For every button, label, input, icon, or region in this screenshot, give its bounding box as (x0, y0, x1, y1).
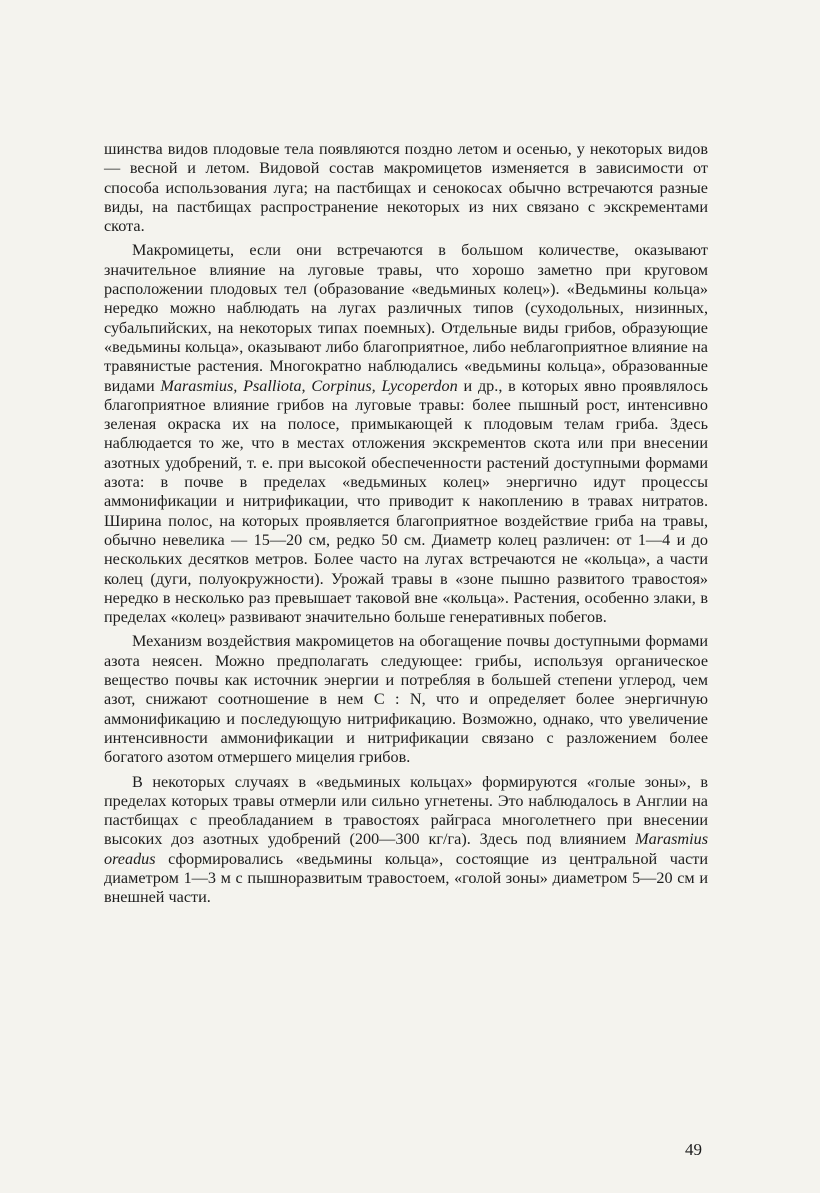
paragraph-3-text: Механизм воздействия макромицетов на обогащение почвы доступными формами азота неясен. Можно предполагать следующее: грибы, используя органическое вещество почвы как источник энергии и потребляя в большей степени углерод, чем азот, снижают соотношение в нем C : N, что и определяет более энергичную аммонификацию и последующую нитрификацию. Возможно, однако, что увеличение интенсивности аммонификации и нитрификации связано с разложением более богатого азотом отмершего мицелия грибов. (104, 632, 708, 767)
paragraph-2-text-b: и др., в которых явно проявлялось благоприятное влияние грибов на луговые травы: более пышный рост, интенсивно зеленая окраска их на полосе, примыкающей к плодовым телам гриба. Здесь наблюдается то же, что в местах отложения экскрементов скота или при внесении азотных удобрений, т. е. при высокой обеспеченности растений доступными формами азота: в почве в пределах «ведьминых колец» энергично идут процессы аммонификации и нитрификации, что приводит к накоплению в травах нитратов. Ширина полос, на которых проявляется благоприятное воздействие гриба на травы, обычно невелика — 15—20 см, редко 50 см. Диаметр колец различен: от 1—4 и до нескольких десятков метров. Более часто на лугах встречаются не «кольца», а части колец (дуги, полуокружности). Урожай травы в «зоне пышно развитого травостоя» нередко в несколько раз превышает таковой вне «кольца». Растения, особенно злаки, в пределах «колец» развивают значительно больше генеративных побегов. (104, 376, 708, 627)
paragraph-1 (104, 140, 708, 236)
paragraph-2 (104, 241, 708, 627)
page-text (104, 140, 708, 913)
paragraph-4-text-a: В некоторых случаях в «ведьминых кольцах» формируются «голые зоны», в пределах которых травы отмерли или сильно угнетены. Это наблюдалось в Англии на пастбищах с преобладанием в травостоях райграса многолетнего при внесении высоких доз азотных удобрений (200—300 кг/га). Здесь под влиянием (104, 772, 708, 849)
paragraph-1-text: шинства видов плодовые тела появляются поздно летом и осенью, у некоторых видов — весной и летом. Видовой состав макромицетов изменяется в зависимости от способа использования луга; на пастбищах и сенокосах обычно встречаются разные виды, на пастбищах распространение некоторых из них связано с экскрементами скота. (104, 140, 708, 236)
paragraph-4 (104, 773, 708, 908)
paragraph-4-text-b: сформировались «ведьмины кольца», состоящие из центральной части диаметром 1—3 м с пышноразвитым травостоем, «голой зоны» диаметром 5—20 см и внешней части. (104, 849, 708, 907)
paragraph-4-species-name: Marasmius oreadus (104, 830, 708, 868)
paragraph-2-genus-names: Marasmius, Psalliota, Corpinus, Lycoperdon (160, 376, 458, 395)
paragraph-2-text-a: Макромицеты, если они встречаются в большом количестве, оказывают значительное влияние на луговые травы, что хорошо заметно при круговом расположении плодовых тел (образование «ведьминых колец»). «Ведьмины кольца» нередко можно наблюдать на лугах различных типов (суходольных, низинных, субальпийских, на некоторых типах поемных). Отдельные виды грибов, образующие «ведьмины кольца», оказывают либо благоприятное, либо неблагоприятное влияние на травянистые растения. Многократно наблюдались «ведьмины кольца», образованные видами (104, 241, 708, 395)
page-number: 49 (685, 1140, 702, 1159)
paragraph-3 (104, 632, 708, 767)
